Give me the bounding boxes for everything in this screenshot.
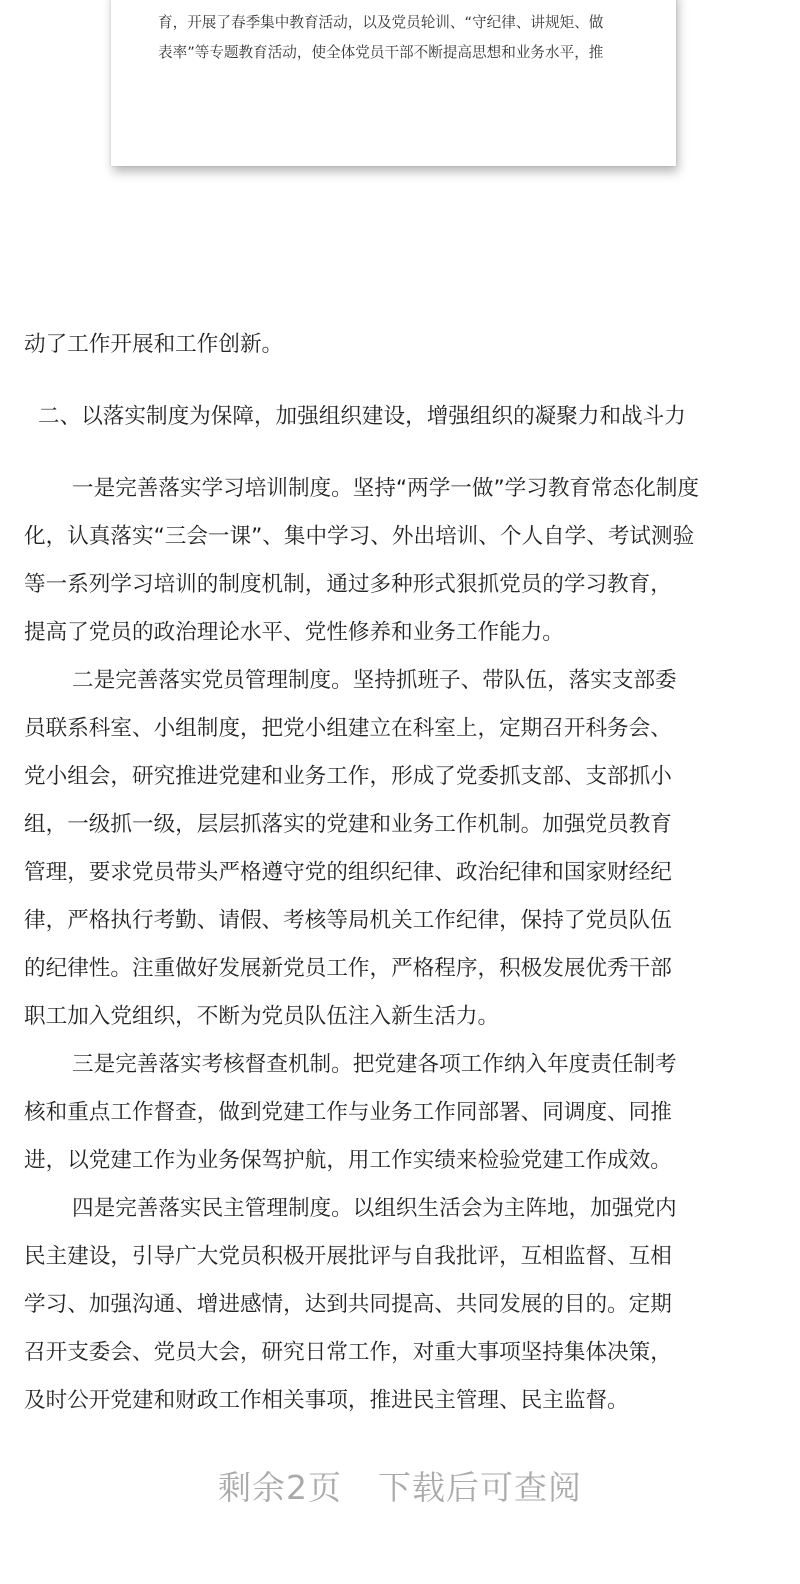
download-prompt[interactable] <box>0 1462 800 1509</box>
section-heading: 二、以落实制度为保障，加强组织建设，增强组织的凝聚力和战斗力 <box>38 404 686 429</box>
paragraph-line: 四是完善落实民主管理制度。以组织生活会为主阵地，加强党内 <box>72 1196 677 1221</box>
paragraph-line: 进，以党建工作为业务保驾护航，用工作实绩来检验党建工作成效。 <box>24 1148 672 1173</box>
paragraph-line: 律，严格执行考勤、请假、考核等局机关工作纪律，保持了党员队伍 <box>24 908 672 933</box>
preview-text-line: 育，开展了春季集中教育活动，以及党员轮训、“守纪律、讲规矩、做 <box>158 14 604 31</box>
paragraph-line: 及时公开党建和财政工作相关事项，推进民主管理、民主监督。 <box>24 1388 629 1413</box>
paragraph-line: 管理，要求党员带头严格遵守党的组织纪律、政治纪律和国家财经纪 <box>24 860 672 885</box>
paragraph-line: 召开支委会、党员大会，研究日常工作，对重大事项坚持集体决策， <box>24 1340 672 1365</box>
paragraph-line: 职工加入党组织，不断为党员队伍注入新生活力。 <box>24 1004 500 1029</box>
paragraph-line: 一是完善落实学习培训制度。坚持“两学一做”学习教育常态化制度 <box>72 476 700 501</box>
paragraph-line: 提高了党员的政治理论水平、党性修养和业务工作能力。 <box>24 620 564 645</box>
paragraph-line: 组，一级抓一级，层层抓落实的党建和业务工作机制。加强党员教育 <box>24 812 672 837</box>
paragraph-line: 化，认真落实“三会一课”、集中学习、外出培训、个人自学、考试测验 <box>24 524 695 549</box>
paragraph-line: 党小组会，研究推进党建和业务工作，形成了党委抓支部、支部抓小 <box>24 764 672 789</box>
download-to-view-label[interactable]: 下载后可查阅 <box>378 1468 582 1507</box>
paragraph-line: 二是完善落实党员管理制度。坚持抓班子、带队伍，落实支部委 <box>72 668 677 693</box>
paragraph-line: 核和重点工作督查，做到党建工作与业务工作同部署、同调度、同推 <box>24 1100 672 1125</box>
paragraph-line: 动了工作开展和工作创新。 <box>24 332 284 357</box>
paragraph-line: 的纪律性。注重做好发展新党员工作，严格程序，积极发展优秀干部 <box>24 956 672 981</box>
paragraph-line: 学习、加强沟通、增进感情，达到共同提高、共同发展的目的。定期 <box>24 1292 672 1317</box>
paragraph-line: 民主建设，引导广大党员积极开展批评与自我批评，互相监督、互相 <box>24 1244 672 1269</box>
paragraph-line: 等一系列学习培训的制度机制，通过多种形式狠抓党员的学习教育， <box>24 572 672 597</box>
preview-page-card <box>111 0 676 166</box>
remaining-pages-label: 剩余2页 <box>218 1468 342 1507</box>
preview-text-line: 表率”等专题教育活动，使全体党员干部不断提高思想和业务水平，推 <box>158 44 604 61</box>
paragraph-line: 员联系科室、小组制度，把党小组建立在科室上，定期召开科务会、 <box>24 716 672 741</box>
paragraph-line: 三是完善落实考核督查机制。把党建各项工作纳入年度责任制考 <box>72 1052 677 1077</box>
